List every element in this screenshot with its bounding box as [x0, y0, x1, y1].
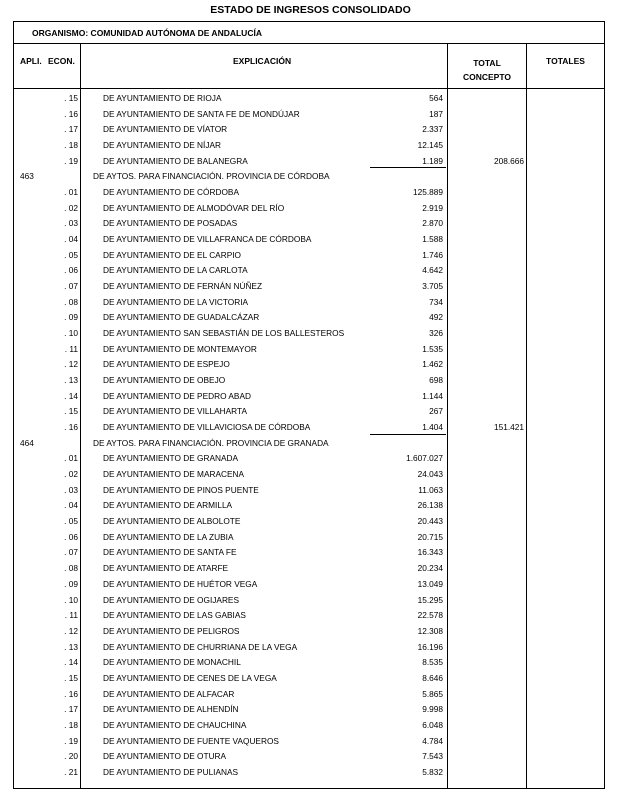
amount-cell: 15.295	[417, 594, 443, 605]
table-row	[0, 749, 621, 765]
table-row	[0, 640, 621, 656]
table-row	[0, 420, 621, 436]
subtotal-underline	[370, 434, 446, 435]
organismo-label: ORGANISMO: COMUNIDAD AUTÓNOMA DE ANDALUCÍA	[14, 22, 604, 44]
econ-cell: . 13	[64, 641, 78, 652]
table-row	[0, 483, 621, 499]
econ-cell: . 04	[64, 500, 78, 511]
description-cell: DE AYUNTAMIENTO DE OBEJO	[103, 375, 226, 386]
table-row	[0, 295, 621, 311]
econ-cell: . 11	[64, 343, 78, 354]
amount-cell: 187	[429, 108, 443, 119]
econ-cell: . 01	[64, 453, 78, 464]
description-cell: DE AYUNTAMIENTO DE MARACENA	[103, 469, 245, 480]
amount-cell: 698	[429, 375, 443, 386]
table-row	[0, 734, 621, 750]
header-apli: APLI.	[20, 56, 42, 66]
econ-cell: . 16	[64, 688, 78, 699]
table-row	[0, 451, 621, 467]
econ-cell: . 03	[64, 484, 78, 495]
description-cell: DE AYUNTAMIENTO DE VILLAFRANCA DE CÓRDOBA	[103, 234, 312, 245]
table-row	[0, 248, 621, 264]
econ-cell: . 02	[64, 202, 78, 213]
econ-cell: . 14	[64, 390, 78, 401]
table-row	[0, 326, 621, 342]
econ-cell: . 05	[64, 516, 78, 527]
amount-cell: 24.043	[417, 469, 443, 480]
amount-cell: 1.746	[422, 249, 443, 260]
header-total-concepto-line1: TOTAL	[473, 58, 501, 68]
table-row	[0, 122, 621, 138]
description-cell: DE AYUNTAMIENTO DE VILLAHARTA	[103, 406, 247, 417]
description-cell: DE AYUNTAMIENTO DE CHAUCHINA	[103, 719, 247, 730]
header-total-concepto	[448, 56, 526, 84]
econ-cell: . 10	[64, 328, 78, 339]
table-body	[0, 91, 621, 781]
econ-cell: . 17	[64, 704, 78, 715]
amount-cell: 1.535	[422, 343, 443, 354]
description-cell: DE AYUNTAMIENTO DE OTURA	[103, 751, 227, 762]
description-cell: DE AYUNTAMIENTO DE ALBOLOTE	[103, 516, 241, 527]
description-cell: DE AYUNTAMIENTO SAN SEBASTIÁN DE LOS BALLESTEROS	[103, 328, 345, 339]
header-explicacion: EXPLICACIÓN	[233, 56, 292, 66]
table-row	[0, 201, 621, 217]
table-row	[0, 404, 621, 420]
amount-cell: 1.462	[422, 359, 443, 370]
econ-cell: . 15	[64, 672, 78, 683]
amount-cell: 5.832	[422, 766, 443, 777]
econ-cell: . 16	[64, 108, 78, 119]
table-row	[0, 530, 621, 546]
econ-cell: . 07	[64, 547, 78, 558]
amount-cell: 8.646	[422, 672, 443, 683]
table-row	[0, 232, 621, 248]
amount-cell: 2.870	[422, 218, 443, 229]
amount-cell: 492	[429, 312, 443, 323]
table-row	[0, 263, 621, 279]
econ-cell: . 15	[64, 406, 78, 417]
amount-cell: 564	[429, 93, 443, 103]
table-row	[0, 608, 621, 624]
description-cell: DE AYUNTAMIENTO DE GUADALCÁZAR	[103, 312, 260, 323]
description-cell: DE AYUNTAMIENTO DE VILLAVICIOSA DE CÓRDOBA	[103, 422, 311, 433]
description-cell: DE AYUNTAMIENTO DE EL CARPIO	[103, 249, 241, 260]
description-cell: DE AYTOS. PARA FINANCIACIÓN. PROVINCIA DE GRANADA	[93, 437, 329, 448]
amount-cell: 4.642	[422, 265, 443, 276]
amount-cell: 734	[429, 296, 443, 307]
amount-cell: 13.049	[417, 578, 443, 589]
econ-cell: . 19	[64, 155, 78, 166]
table-row	[0, 467, 621, 483]
econ-cell: . 12	[64, 625, 78, 636]
description-cell: DE AYUNTAMIENTO DE LAS GABIAS	[103, 610, 246, 621]
econ-cell: . 03	[64, 218, 78, 229]
description-cell: DE AYUNTAMIENTO DE SANTA FE	[103, 547, 237, 558]
amount-cell: 326	[429, 328, 443, 339]
table-row	[0, 702, 621, 718]
description-cell: DE AYUNTAMIENTO DE NÍJAR	[103, 140, 222, 151]
econ-cell: . 13	[64, 375, 78, 386]
amount-cell: 3.705	[422, 281, 443, 292]
amount-cell: 12.308	[417, 625, 443, 636]
amount-cell: 5.865	[422, 688, 443, 699]
amount-cell: 22.578	[417, 610, 443, 621]
amount-cell: 9.998	[422, 704, 443, 715]
econ-cell: . 06	[64, 265, 78, 276]
table-row	[0, 671, 621, 687]
table-row	[0, 718, 621, 734]
econ-cell: . 17	[64, 124, 78, 135]
amount-cell: 20.234	[417, 563, 443, 574]
table-row	[0, 765, 621, 781]
econ-cell: . 15	[64, 93, 78, 103]
description-cell: DE AYUNTAMIENTO DE PELIGROS	[103, 625, 240, 636]
description-cell: DE AYUNTAMIENTO DE ALMODÓVAR DEL RÍO	[103, 202, 285, 213]
econ-cell: . 09	[64, 312, 78, 323]
table-row	[0, 185, 621, 201]
amount-cell: 26.138	[417, 500, 443, 511]
amount-cell: 1.144	[422, 390, 443, 401]
amount-cell: 4.784	[422, 735, 443, 746]
econ-cell: . 09	[64, 578, 78, 589]
description-cell: DE AYUNTAMIENTO DE ARMILLA	[103, 500, 233, 511]
description-cell: DE AYUNTAMIENTO DE FERNÁN NÚÑEZ	[103, 281, 263, 292]
description-cell: DE AYUNTAMIENTO DE SANTA FE DE MONDÚJAR	[103, 108, 300, 119]
econ-cell: . 05	[64, 249, 78, 260]
description-cell: DE AYUNTAMIENTO DE OGIJARES	[103, 594, 239, 605]
econ-cell: . 02	[64, 469, 78, 480]
econ-cell: . 07	[64, 281, 78, 292]
total-concepto-cell: 151.421	[494, 422, 524, 433]
header-econ: ECON.	[48, 56, 75, 66]
table-row	[0, 138, 621, 154]
econ-cell: . 21	[64, 766, 78, 777]
econ-cell: . 18	[64, 140, 78, 151]
econ-cell: . 11	[64, 610, 78, 621]
table-row	[0, 91, 621, 107]
table-row	[0, 498, 621, 514]
table-row	[0, 624, 621, 640]
table-row	[0, 389, 621, 405]
description-cell: DE AYUNTAMIENTO DE ATARFE	[103, 563, 229, 574]
group-row	[0, 436, 621, 452]
description-cell: DE AYUNTAMIENTO DE HUÉTOR VEGA	[103, 578, 258, 589]
header-total-concepto-line2: CONCEPTO	[462, 72, 512, 82]
page-title: ESTADO DE INGRESOS CONSOLIDADO	[210, 4, 411, 16]
amount-cell: 6.048	[422, 719, 443, 730]
description-cell: DE AYUNTAMIENTO DE POSADAS	[103, 218, 238, 229]
header-totales: TOTALES	[546, 56, 585, 66]
amount-cell: 16.196	[417, 641, 443, 652]
table-row	[0, 310, 621, 326]
description-cell: DE AYUNTAMIENTO DE CENES DE LA VEGA	[103, 672, 277, 683]
amount-cell: 1.588	[422, 234, 443, 245]
description-cell: DE AYUNTAMIENTO DE GRANADA	[103, 453, 239, 464]
table-row	[0, 577, 621, 593]
econ-cell: . 14	[64, 657, 78, 668]
subtotal-underline	[370, 167, 446, 168]
description-cell: DE AYUNTAMIENTO DE LA VICTORIA	[103, 296, 249, 307]
amount-cell: 2.337	[422, 124, 443, 135]
apli-cell: 464	[20, 437, 34, 448]
table-row	[0, 514, 621, 530]
econ-cell: . 19	[64, 735, 78, 746]
table-row	[0, 655, 621, 671]
description-cell: DE AYUNTAMIENTO DE LA ZUBIA	[103, 531, 234, 542]
table-row	[0, 107, 621, 123]
table-row	[0, 545, 621, 561]
econ-cell: . 16	[64, 422, 78, 433]
amount-cell: 16.343	[417, 547, 443, 558]
table-row	[0, 593, 621, 609]
amount-cell: 20.715	[417, 531, 443, 542]
description-cell: DE AYUNTAMIENTO DE LA CARLOTA	[103, 265, 248, 276]
econ-cell: . 01	[64, 187, 78, 198]
amount-cell: 125.889	[413, 187, 443, 198]
amount-cell: 7.543	[422, 751, 443, 762]
econ-cell: . 08	[64, 563, 78, 574]
econ-cell: . 18	[64, 719, 78, 730]
econ-cell: . 10	[64, 594, 78, 605]
description-cell: DE AYUNTAMIENTO DE ALHENDÍN	[103, 704, 239, 715]
amount-cell: 11.063	[418, 484, 443, 495]
description-cell: DE AYUNTAMIENTO DE ESPEJO	[103, 359, 230, 370]
table-row	[0, 687, 621, 703]
description-cell: DE AYUNTAMIENTO DE MONTEMAYOR	[103, 343, 257, 354]
description-cell: DE AYTOS. PARA FINANCIACIÓN. PROVINCIA DE CÓRDOBA	[93, 171, 330, 182]
amount-cell: 20.443	[417, 516, 443, 527]
description-cell: DE AYUNTAMIENTO DE VÍATOR	[103, 124, 228, 135]
description-cell: DE AYUNTAMIENTO DE CÓRDOBA	[103, 187, 239, 198]
description-cell: DE AYUNTAMIENTO DE ALFACAR	[103, 688, 235, 699]
table-row	[0, 561, 621, 577]
table-row	[0, 279, 621, 295]
description-cell: DE AYUNTAMIENTO DE BALANEGRA	[103, 155, 248, 166]
table-row	[0, 154, 621, 170]
description-cell: DE AYUNTAMIENTO DE FUENTE VAQUEROS	[103, 735, 279, 746]
amount-cell: 1.607.027	[406, 453, 443, 464]
total-concepto-cell: 208.666	[494, 155, 524, 166]
amount-cell: 267	[429, 406, 443, 417]
econ-cell: . 06	[64, 531, 78, 542]
econ-cell: . 12	[64, 359, 78, 370]
table-row	[0, 373, 621, 389]
table-row	[0, 342, 621, 358]
description-cell: DE AYUNTAMIENTO DE CHURRIANA DE LA VEGA	[103, 641, 298, 652]
amount-cell: 1.404	[422, 422, 443, 433]
amount-cell: 12.145	[417, 140, 443, 151]
description-cell: DE AYUNTAMIENTO DE RIOJA	[103, 93, 222, 103]
table-row	[0, 357, 621, 373]
description-cell: DE AYUNTAMIENTO DE PULIANAS	[103, 766, 239, 777]
econ-cell: . 08	[64, 296, 78, 307]
description-cell: DE AYUNTAMIENTO DE MONACHIL	[103, 657, 241, 668]
table-row	[0, 216, 621, 232]
description-cell: DE AYUNTAMIENTO DE PINOS PUENTE	[103, 484, 259, 495]
group-row	[0, 169, 621, 185]
apli-cell: 463	[20, 171, 34, 182]
amount-cell: 8.535	[422, 657, 443, 668]
description-cell: DE AYUNTAMIENTO DE PEDRO ABAD	[103, 390, 251, 401]
econ-cell: . 20	[64, 751, 78, 762]
amount-cell: 1.189	[422, 155, 443, 166]
amount-cell: 2.919	[422, 202, 443, 213]
econ-cell: . 04	[64, 234, 78, 245]
